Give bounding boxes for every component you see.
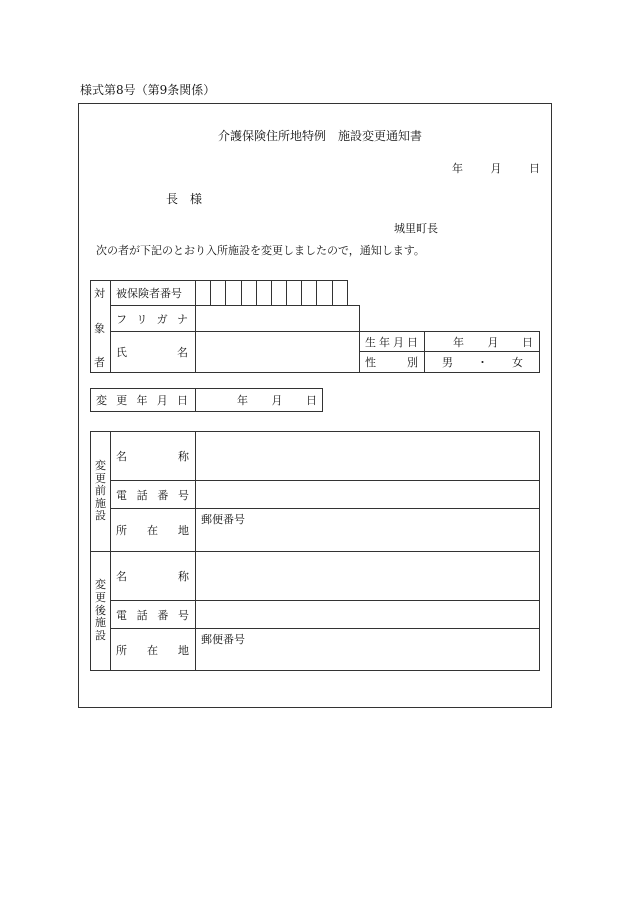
birth-day-label: 日 — [522, 335, 533, 349]
after-postal-label: 郵便番号 — [201, 633, 245, 646]
change-date-field[interactable] — [237, 389, 317, 411]
name-label — [116, 332, 188, 372]
furigana-label — [116, 306, 188, 331]
before-name-char-1: 名 — [116, 450, 127, 463]
issue-year-label: 年 — [452, 162, 463, 175]
after-phone-char-4: 号 — [177, 608, 189, 622]
after-phone-label — [116, 601, 189, 628]
before-address-label — [116, 509, 189, 551]
after-name-char-1: 名 — [116, 570, 127, 583]
before-name-field[interactable] — [196, 432, 539, 480]
before-name-char-2: 称 — [178, 450, 189, 463]
addressee: 長 様 — [166, 192, 203, 206]
change-date-label — [96, 389, 188, 411]
furigana-char-4: ナ — [176, 312, 188, 326]
birthdate-char-2: 年 — [379, 335, 390, 349]
after-char-2: 更 — [95, 591, 106, 605]
after-address-char-1: 所 — [116, 643, 127, 657]
birthdate-char-4: 日 — [407, 335, 418, 349]
birthdate-char-3: 月 — [393, 335, 404, 349]
form-number: 様式第8号（第9条関係） — [80, 83, 216, 97]
before-char-5: 設 — [95, 509, 106, 523]
after-phone-char-2: 話 — [136, 608, 148, 622]
after-phone-char-3: 番 — [157, 608, 169, 622]
after-name-label — [116, 552, 189, 600]
before-phone-char-2: 話 — [136, 488, 148, 502]
change-date-char-3: 年 — [136, 394, 148, 407]
before-facility-label — [91, 432, 110, 551]
gender-male[interactable]: 男 — [442, 356, 453, 369]
before-char-3: 前 — [95, 484, 106, 498]
gender-char-1: 性 — [365, 356, 376, 369]
subject-label-3: 者 — [94, 356, 105, 369]
change-year-label: 年 — [237, 394, 248, 407]
after-name-field[interactable] — [196, 552, 539, 600]
after-char-1: 変 — [95, 578, 106, 592]
before-address-char-1: 所 — [116, 524, 127, 537]
gender-separator: ・ — [477, 356, 488, 369]
birthdate-label — [365, 332, 418, 351]
subject-label-2: 象 — [94, 322, 105, 335]
issue-day-label: 日 — [529, 162, 540, 175]
intro-text: 次の者が下記のとおり入所施設を変更しましたので，通知します。 — [96, 244, 425, 257]
birthdate-field[interactable] — [453, 332, 533, 351]
furigana-char-2: リ — [136, 312, 148, 326]
birth-month-label: 月 — [487, 335, 499, 349]
issue-month-label: 月 — [490, 162, 502, 175]
gender-char-2: 別 — [407, 356, 418, 369]
gender-female[interactable]: 女 — [512, 356, 523, 369]
insured-number-boxes[interactable] — [196, 281, 347, 305]
before-postal-label: 郵便番号 — [201, 513, 245, 526]
name-char-1: 氏 — [116, 346, 127, 359]
before-char-1: 変 — [95, 458, 106, 472]
issuer: 城里町長 — [394, 222, 438, 235]
after-address-field[interactable] — [196, 645, 539, 670]
subject-label-1: 対 — [94, 287, 105, 300]
before-phone-field[interactable] — [196, 481, 539, 508]
change-date-char-4: 月 — [156, 394, 168, 407]
before-phone-char-1: 電 — [116, 488, 127, 502]
change-date-char-1: 変 — [96, 394, 107, 407]
after-phone-field[interactable] — [196, 601, 539, 628]
name-field[interactable] — [196, 332, 359, 372]
change-month-label: 月 — [271, 394, 283, 407]
after-address-label — [116, 629, 189, 670]
gender-field[interactable] — [442, 352, 523, 372]
before-phone-char-3: 番 — [157, 488, 169, 502]
name-char-2: 名 — [177, 346, 188, 359]
before-address-char-3: 地 — [178, 524, 189, 537]
change-date-char-2: 更 — [116, 394, 128, 407]
before-phone-label — [116, 481, 189, 508]
after-name-char-2: 称 — [178, 570, 189, 583]
change-day-label: 日 — [306, 394, 317, 407]
before-phone-char-4: 号 — [177, 488, 189, 502]
furigana-char-1: フ — [116, 312, 127, 326]
after-phone-char-1: 電 — [116, 608, 127, 622]
issue-date — [452, 160, 540, 176]
after-facility-label — [91, 552, 110, 670]
birth-year-label: 年 — [453, 335, 464, 349]
birthdate-char-1: 生 — [365, 335, 376, 349]
before-address-char-2: 在 — [147, 524, 158, 537]
after-address-char-2: 在 — [147, 643, 158, 657]
insured-number-label: 被保険者番号 — [116, 287, 182, 300]
change-date-char-5: 日 — [177, 394, 188, 407]
before-char-4: 施 — [95, 496, 106, 510]
after-char-4: 施 — [95, 616, 106, 630]
after-char-3: 後 — [95, 603, 106, 617]
furigana-char-3: ガ — [156, 312, 168, 326]
before-address-field[interactable] — [196, 525, 539, 551]
form-title: 介護保険住所地特例 施設変更通知書 — [218, 129, 423, 143]
after-address-char-3: 地 — [178, 643, 189, 657]
before-name-label — [116, 432, 189, 480]
furigana-field[interactable] — [196, 306, 359, 331]
after-char-5: 設 — [95, 628, 106, 642]
before-char-2: 更 — [95, 471, 106, 485]
gender-label — [365, 352, 418, 372]
